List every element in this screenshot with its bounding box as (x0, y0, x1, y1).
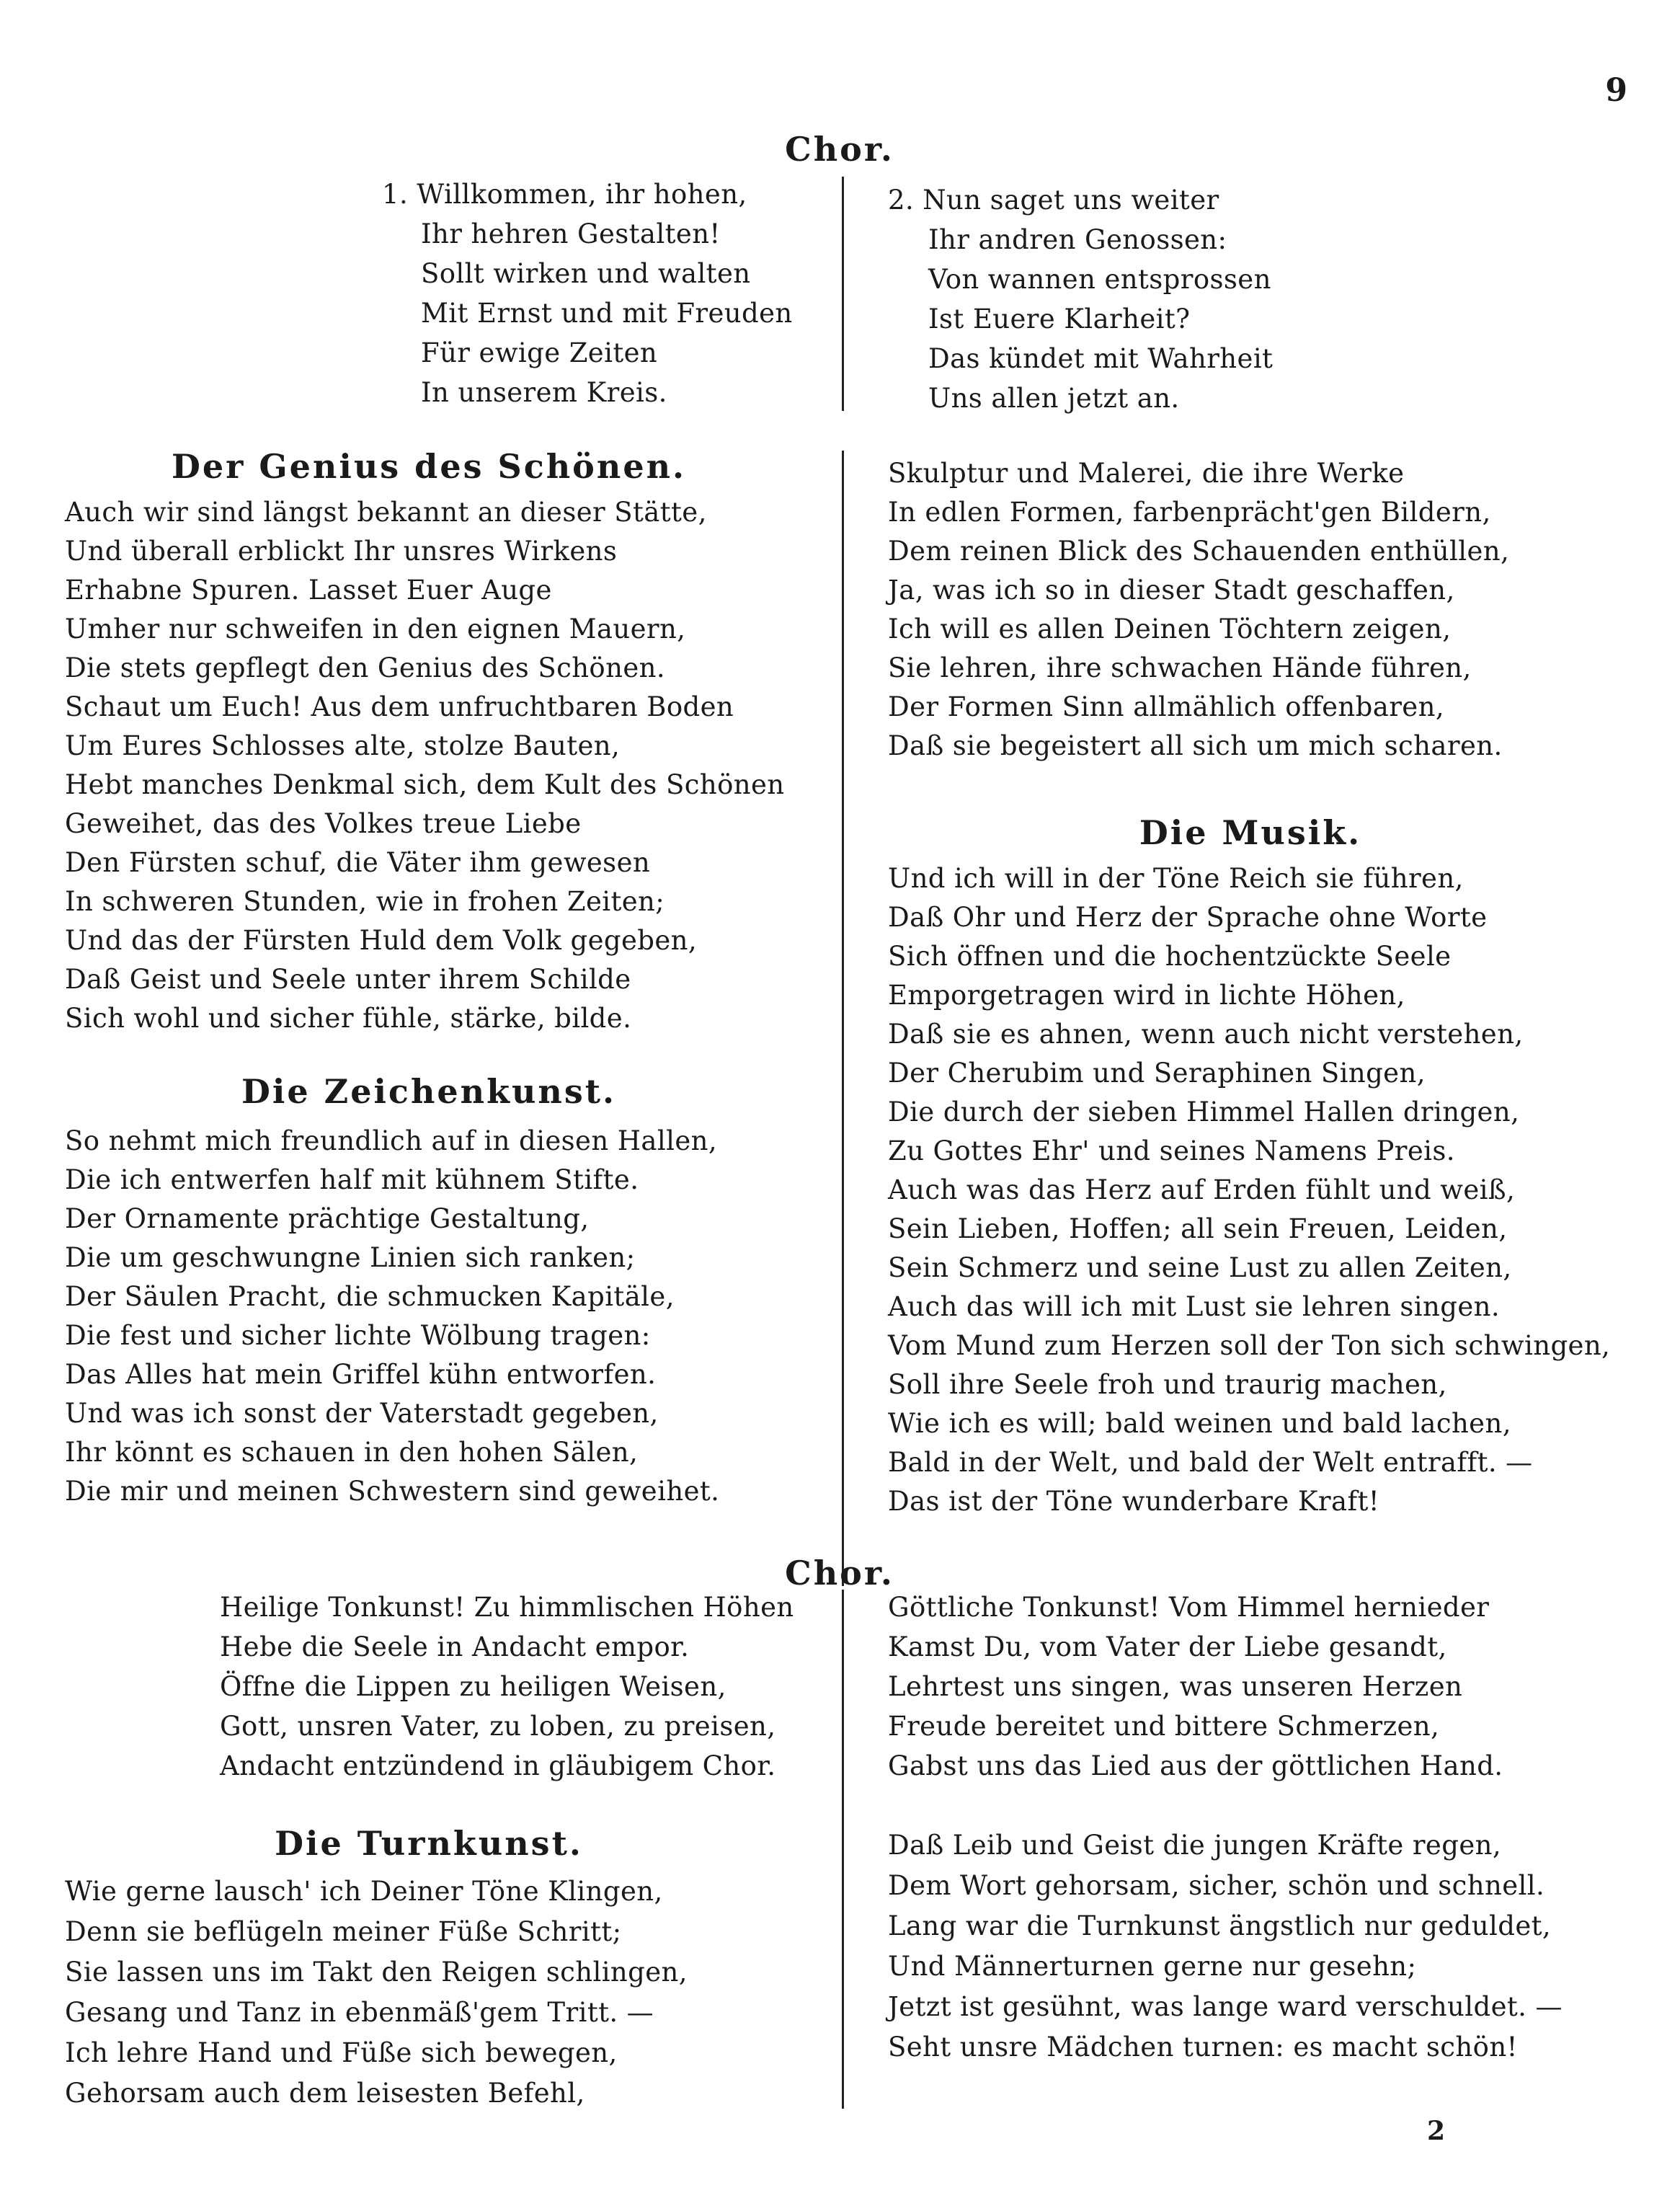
verse-line: Das kündet mit Wahrheit (928, 343, 1274, 374)
verse-line: Umher nur schweifen in den eignen Mauern, (65, 613, 686, 644)
page-number: 9 (1605, 72, 1628, 109)
verse-line: Göttliche Tonkunst! Vom Himmel hernieder (888, 1592, 1490, 1623)
verse-line: Zu Gottes Ehr' und seines Namens Preis. (888, 1135, 1455, 1166)
verse-line: Heilige Tonkunst! Zu himmlischen Höhen (220, 1592, 794, 1623)
verse-line: Für ewige Zeiten (421, 337, 658, 368)
verse-line: Und Männerturnen gerne nur gesehn; (888, 1951, 1417, 1982)
verse-line: Auch wir sind längst bekannt an dieser Stätte, (65, 497, 707, 528)
verse-line: Wie gerne lausch' ich Deiner Töne Klingen, (65, 1876, 663, 1907)
verse-line: Skulptur und Malerei, die ihre Werke (888, 458, 1405, 489)
verse-line: Hebt manches Denkmal sich, dem Kult des Schönen (65, 769, 785, 800)
verse-line: Ihr hehren Gestalten! (421, 218, 721, 249)
chor2-left-verse (220, 1587, 794, 1786)
verse-line: Kamst Du, vom Vater der Liebe gesandt, (888, 1631, 1447, 1662)
verse-line: Jetzt ist gesühnt, was lange ward verschuldet. — (888, 1991, 1563, 2022)
verse-line: Lang war die Turnkunst ängstlich nur geduldet, (888, 1910, 1552, 1941)
zeichenkunst-heading: Die Zeichenkunst. (241, 1072, 617, 1111)
verse-line: Andacht entzündend in gläubigem Chor. (220, 1750, 776, 1781)
verse-line: Geweihet, das des Volkes treue Liebe (65, 808, 582, 839)
verse-line: Ja, was ich so in dieser Stadt geschaffen, (888, 575, 1455, 606)
verse-line: Schaut um Euch! Aus dem unfruchtbaren Boden (65, 691, 734, 722)
chor-heading-2: Chor. (785, 1554, 894, 1593)
verse-line: Sie lehren, ihre schwachen Hände führen, (888, 652, 1472, 683)
verse-line: Die stets gepflegt den Genius des Schönen. (65, 652, 666, 683)
verse-line: Die mir und meinen Schwestern sind geweihet. (65, 1476, 720, 1507)
verse-line: Daß sie es ahnen, wenn auch nicht verstehen, (888, 1019, 1524, 1050)
verse-line: Vom Mund zum Herzen soll der Ton sich schwingen, (888, 1330, 1611, 1361)
verse-line: Sein Lieben, Hoffen; all sein Freuen, Leiden, (888, 1213, 1508, 1244)
verse-line: Ihr könnt es schauen in den hohen Sälen, (65, 1437, 639, 1468)
verse-line: Der Ornamente prächtige Gestaltung, (65, 1203, 590, 1234)
verse-line: Daß Ohr und Herz der Sprache ohne Worte (888, 902, 1488, 933)
musik-heading: Die Musik. (1139, 813, 1362, 852)
column-divider-bottom (842, 1590, 844, 2109)
verse-line: Den Fürsten schuf, die Väter ihm gewesen (65, 847, 651, 878)
verse-line: Der Formen Sinn allmählich offenbaren, (888, 691, 1444, 722)
verse-line: Auch was das Herz auf Erden fühlt und weiß, (888, 1174, 1516, 1205)
verse-line: Daß sie begeistert all sich um mich scharen. (888, 730, 1503, 761)
chor-heading: Chor. (785, 130, 894, 169)
verse-line: Die um geschwungne Linien sich ranken; (65, 1242, 636, 1273)
verse-line: Sein Schmerz und seine Lust zu allen Zeiten, (888, 1252, 1512, 1283)
verse-line: Sollt wirken und walten (421, 258, 751, 289)
verse-line: Ich lehre Hand und Füße sich bewegen, (65, 2037, 618, 2068)
verse-line: 1. Willkommen, ihr hohen, (382, 179, 747, 210)
verse-line: Seht unsre Mädchen turnen: es macht schön! (888, 2032, 1518, 2063)
turnkunst-heading: Die Turnkunst. (275, 1824, 583, 1863)
verse-line: Dem reinen Blick des Schauenden enthüllen, (888, 536, 1510, 567)
verse-line: Die ich entwerfen half mit kühnem Stifte. (65, 1164, 639, 1195)
verse-line: Ihr andren Genossen: (928, 224, 1227, 255)
verse-line: Sich wohl und sicher fühle, stärke, bilde. (65, 1003, 632, 1034)
musik-verse (888, 859, 1610, 1521)
verse-line: Ist Euere Klarheit? (928, 304, 1191, 335)
chor1-left-verse (382, 174, 793, 412)
verse-line: Mit Ernst und mit Freuden (421, 298, 793, 329)
verse-line: In edlen Formen, farbenprächt'gen Bildern, (888, 497, 1491, 528)
verse-line: Lehrtest uns singen, was unseren Herzen (888, 1671, 1463, 1702)
genius-heading: Der Genius des Schönen. (171, 447, 687, 486)
verse-line: Von wannen entsprossen (928, 264, 1271, 295)
verse-line: Soll ihre Seele froh und traurig machen, (888, 1369, 1447, 1400)
verse-line: Erhabne Spuren. Lasset Euer Auge (65, 575, 552, 606)
genius-verse (65, 493, 785, 1038)
verse-line: Auch das will ich mit Lust sie lehren singen. (888, 1291, 1501, 1322)
verse-line: Bald in der Welt, und bald der Welt entrafft. — (888, 1447, 1533, 1478)
verse-line: Hebe die Seele in Andacht empor. (220, 1631, 690, 1662)
verse-line: Ich will es allen Deinen Töchtern zeigen, (888, 613, 1452, 644)
verse-line: Und überall erblickt Ihr unsres Wirkens (65, 536, 618, 567)
verse-line: Und das der Fürsten Huld dem Volk gegeben, (65, 925, 698, 956)
chor2-right-verse (888, 1587, 1503, 1786)
verse-line: Emporgetragen wird in lichte Höhen, (888, 980, 1405, 1011)
verse-line: Das ist der Töne wunderbare Kraft! (888, 1486, 1380, 1517)
column-divider-middle (842, 451, 844, 1586)
verse-line: In unserem Kreis. (421, 377, 667, 408)
chor1-right-verse (888, 180, 1273, 418)
zeichenkunst-verse (65, 1122, 719, 1511)
verse-line: Der Cherubim und Seraphinen Singen, (888, 1058, 1426, 1089)
verse-line: Öffne die Lippen zu heiligen Weisen, (220, 1671, 726, 1702)
verse-line: 2. Nun saget uns weiter (888, 185, 1219, 216)
skulptur-verse (888, 454, 1509, 766)
verse-line: Sie lassen uns im Takt den Reigen schlingen, (65, 1957, 688, 1988)
signature-mark: 2 (1427, 2116, 1446, 2146)
verse-line: Das Alles hat mein Griffel kühn entworfen. (65, 1359, 657, 1390)
verse-line: So nehmt mich freundlich auf in diesen Hallen, (65, 1125, 718, 1156)
turnkunst-right-verse (888, 1825, 1563, 2068)
verse-line: Der Säulen Pracht, die schmucken Kapitäle, (65, 1281, 675, 1312)
verse-line: Gabst uns das Lied aus der göttlichen Hand. (888, 1750, 1503, 1781)
verse-line: Gesang und Tanz in ebenmäß'gem Tritt. — (65, 1997, 654, 2028)
verse-line: In schweren Stunden, wie in frohen Zeiten; (65, 886, 665, 917)
column-divider-top (842, 177, 844, 411)
verse-line: Um Eures Schlosses alte, stolze Bauten, (65, 730, 621, 761)
verse-line: Und was ich sonst der Vaterstadt gegeben, (65, 1398, 659, 1429)
verse-line: Gott, unsren Vater, zu loben, zu preisen, (220, 1711, 776, 1742)
turnkunst-left-verse (65, 1871, 688, 2114)
verse-line: Uns allen jetzt an. (928, 383, 1180, 414)
verse-line: Dem Wort gehorsam, sicher, schön und schnell. (888, 1870, 1545, 1901)
verse-line: Daß Leib und Geist die jungen Kräfte regen, (888, 1830, 1502, 1861)
verse-line: Daß Geist und Seele unter ihrem Schilde (65, 964, 631, 995)
verse-line: Gehorsam auch dem leisesten Befehl, (65, 2078, 585, 2109)
verse-line: Die durch der sieben Himmel Hallen dringen, (888, 1097, 1520, 1128)
verse-line: Wie ich es will; bald weinen und bald lachen, (888, 1408, 1511, 1439)
verse-line: Freude bereitet und bittere Schmerzen, (888, 1711, 1440, 1742)
verse-line: Denn sie beflügeln meiner Füße Schritt; (65, 1916, 622, 1947)
verse-line: Die fest und sicher lichte Wölbung tragen: (65, 1320, 651, 1351)
verse-line: Und ich will in der Töne Reich sie führen, (888, 863, 1464, 894)
verse-line: Sich öffnen und die hochentzückte Seele (888, 941, 1452, 972)
